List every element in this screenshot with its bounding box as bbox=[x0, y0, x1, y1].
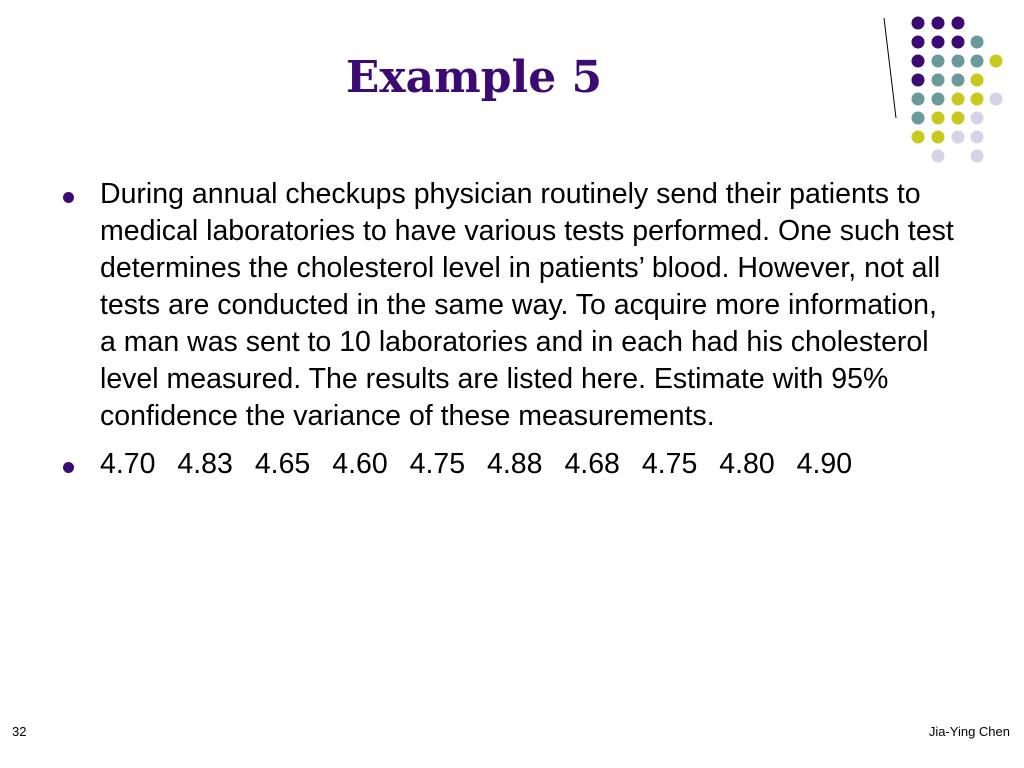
decorative-dot bbox=[971, 36, 984, 49]
bullet-item-description bbox=[60, 176, 960, 435]
decorative-dot bbox=[952, 93, 965, 106]
decorative-dot bbox=[952, 36, 965, 49]
decorative-dot bbox=[952, 74, 965, 87]
footer-author: Jia-Ying Chen bbox=[928, 724, 1010, 739]
decorative-dot bbox=[952, 55, 965, 68]
decorative-dot bbox=[971, 150, 984, 163]
decorative-dot bbox=[971, 74, 984, 87]
measurement-value: 4.68 bbox=[564, 448, 620, 480]
measurement-value: 4.65 bbox=[254, 448, 311, 480]
bullet-dot-icon bbox=[63, 462, 74, 473]
decorative-dot bbox=[952, 131, 965, 144]
measurement-value: 4.75 bbox=[409, 448, 466, 480]
decorative-dot bbox=[952, 112, 965, 125]
decorative-dot bbox=[990, 55, 1003, 68]
decorative-dot bbox=[952, 17, 965, 30]
decorative-dot bbox=[932, 36, 945, 49]
decorative-dot bbox=[932, 17, 945, 30]
page-number: 32 bbox=[12, 724, 27, 739]
decorative-dot bbox=[912, 36, 925, 49]
decorative-dot bbox=[912, 131, 925, 144]
decorative-dot bbox=[990, 93, 1003, 106]
bullet-list bbox=[60, 176, 960, 494]
measurement-value: 4.70 bbox=[100, 448, 156, 480]
decorative-dot bbox=[971, 55, 984, 68]
description-text: During annual checkups physician routinely send their patients to medical laboratories to have various tests performed. One such test determines the cholesterol level in patients’ blood. However, not all tests are conducted in the same way. To acquire more information, a man was sent to 10 laboratories and in each had his cholesterol level measured. The results are listed here. Estimate with 95% confidence the variance of these measurements. bbox=[100, 178, 954, 432]
bullet-item-values bbox=[60, 446, 960, 483]
decorative-dot bbox=[932, 131, 945, 144]
measurement-value: 4.75 bbox=[641, 448, 698, 480]
decorative-dot bbox=[932, 150, 945, 163]
decorative-dot bbox=[971, 112, 984, 125]
decorative-dot bbox=[971, 131, 984, 144]
decorative-dot bbox=[971, 93, 984, 106]
decorative-dot bbox=[932, 112, 945, 125]
measurement-value: 4.88 bbox=[487, 448, 543, 480]
measurement-value: 4.83 bbox=[177, 448, 233, 480]
decorative-dot bbox=[912, 112, 925, 125]
slide-title: Example 5 bbox=[345, 52, 603, 103]
bullet-dot-icon bbox=[63, 192, 74, 203]
measurement-value: 4.60 bbox=[332, 448, 388, 480]
decorative-dot bbox=[912, 17, 925, 30]
measurement-value: 4.90 bbox=[796, 448, 853, 480]
measurement-value: 4.80 bbox=[719, 448, 775, 480]
